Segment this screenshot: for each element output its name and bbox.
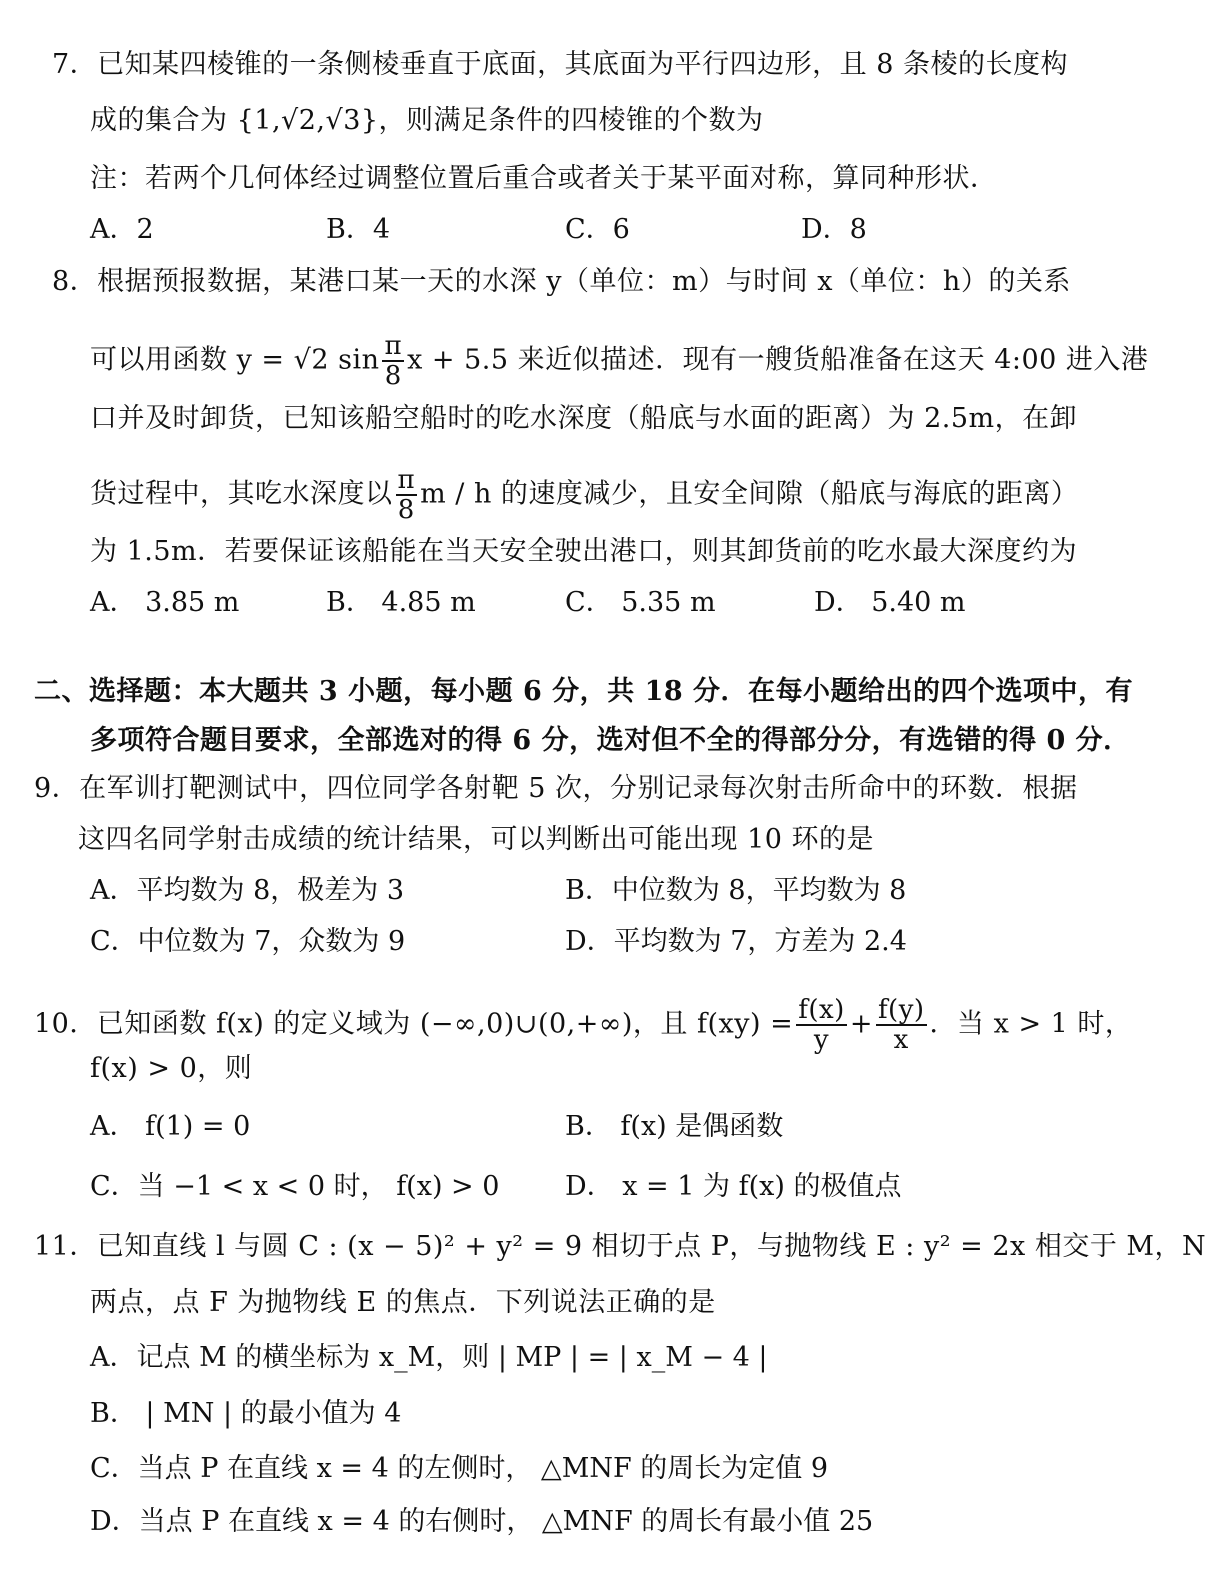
q8-speed-numerator: π <box>397 465 416 495</box>
q11-option-d: D．当点 P 在直线 x = 4 的右侧时， △MNF 的周长有最小值 25 <box>90 1506 874 1537</box>
q8-option-a: A． 3.85 m <box>90 587 240 618</box>
q8-fraction-pi-over-8 <box>382 332 404 390</box>
q10-fraction-1 <box>796 996 847 1054</box>
q10-option-b: B． f(x) 是偶函数 <box>565 1111 784 1142</box>
q7-note: 注：若两个几何体经过调整位置后重合或者关于某平面对称，算同种形状． <box>90 163 998 194</box>
q11-line-1: 11．已知直线 l 与圆 C : (x − 5)² + y² = 9 相切于点 P，与抛物线 E : y² = 2x 相交于 M，N <box>34 1231 1206 1262</box>
q7-option-c: C．6 <box>565 214 630 245</box>
q8-frac-numerator: π <box>384 331 403 361</box>
q10-fraction-2 <box>876 996 927 1054</box>
q10-plus: + <box>849 1008 873 1040</box>
q7-option-d: D．8 <box>801 214 867 245</box>
q7-line-2: 成的集合为 {1,√2,√3}，则满足条件的四棱锥的个数为 <box>90 105 764 136</box>
q10-frac1-numerator: f(x) <box>798 995 845 1025</box>
q9-line-2: 这四名同学射击成绩的统计结果，可以判断出可能出现 10 环的是 <box>78 824 875 855</box>
q8-option-d: D． 5.40 m <box>814 587 966 618</box>
q8-line-1: 8．根据预报数据，某港口某一天的水深 y（单位：m）与时间 x（单位：h）的关系 <box>52 266 1071 297</box>
q7-line-1: 7．已知某四棱锥的一条侧棱垂直于底面，其底面为平行四边形，且 8 条棱的长度构 <box>52 49 1069 80</box>
q10-option-a: A． f(1) = 0 <box>90 1111 251 1142</box>
q8-speed-fraction <box>396 466 418 524</box>
q11-option-c: C．当点 P 在直线 x = 4 的左侧时， △MNF 的周长为定值 9 <box>90 1453 829 1484</box>
q10-frac2-denominator: x <box>893 1025 909 1055</box>
q10-option-c: C．当 −1 < x < 0 时， f(x) > 0 <box>90 1171 500 1202</box>
section-2-heading: 二、选择题：本大题共 3 小题，每小题 6 分，共 18 分．在每小题给出的四个选项中，有 <box>34 676 1134 707</box>
q8-line-5: 为 1.5m．若要保证该船能在当天安全驶出港口，则其卸货前的吃水最大深度约为 <box>90 536 1078 567</box>
q10-frac2-numerator: f(y) <box>877 995 925 1025</box>
q11-option-a: A．记点 M 的横坐标为 x_M，则 | MP | = | x_M − 4 | <box>90 1342 768 1373</box>
q8-line-3: 口并及时卸货，已知该船空船时的吃水深度（船底与水面的距离）为 2.5m，在卸 <box>90 403 1078 434</box>
q10-line-1-pre: 10．已知函数 f(x) 的定义域为 (−∞,0)∪(0,+∞)，且 f(xy) = <box>34 1008 794 1040</box>
q8-line-4-pre: 货过程中，其吃水深度以 <box>90 478 393 510</box>
q8-line-2-pre: 可以用函数 y = √2 sin <box>90 344 380 376</box>
q10-line-2: f(x) > 0，则 <box>90 1053 253 1084</box>
q8-line-4-post: m / h 的速度减少，且安全间隙（船底与海底的距离） <box>420 478 1079 510</box>
q8-option-c: C． 5.35 m <box>565 587 716 618</box>
q8-option-b: B． 4.85 m <box>326 587 476 618</box>
q10-option-d: D． x = 1 为 f(x) 的极值点 <box>565 1171 902 1202</box>
q10-line-1 <box>34 996 1132 1054</box>
q8-speed-denominator: 8 <box>397 495 415 525</box>
q9-line-1: 9．在军训打靶测试中，四位同学各射靶 5 次，分别记录每次射击所命中的环数．根据 <box>34 773 1078 804</box>
q8-line-4 <box>90 466 1078 524</box>
q8-line-2-post: x + 5.5 来近似描述．现有一艘货船准备在这天 4:00 进入港 <box>407 344 1149 376</box>
q9-option-b: B．中位数为 8，平均数为 8 <box>565 875 907 906</box>
q9-option-d: D．平均数为 7，方差为 2.4 <box>565 926 907 957</box>
section-2-instructions: 多项符合题目要求，全部选对的得 6 分，选对但不全的得部分分，有选错的得 0 分． <box>90 725 1131 756</box>
q8-line-2 <box>90 332 1148 390</box>
q10-frac1-denominator: y <box>813 1025 830 1055</box>
q11-option-b: B． | MN | 的最小值为 4 <box>90 1398 402 1429</box>
q10-line-1-post: ．当 x > 1 时， <box>929 1008 1133 1040</box>
q9-option-a: A．平均数为 8，极差为 3 <box>90 875 405 906</box>
q8-frac-denominator: 8 <box>384 361 402 391</box>
q11-line-2: 两点，点 F 为抛物线 E 的焦点．下列说法正确的是 <box>90 1287 716 1318</box>
q9-option-c: C．中位数为 7，众数为 9 <box>90 926 406 957</box>
q7-option-b: B．4 <box>326 214 391 245</box>
q7-option-a: A．2 <box>90 214 154 245</box>
